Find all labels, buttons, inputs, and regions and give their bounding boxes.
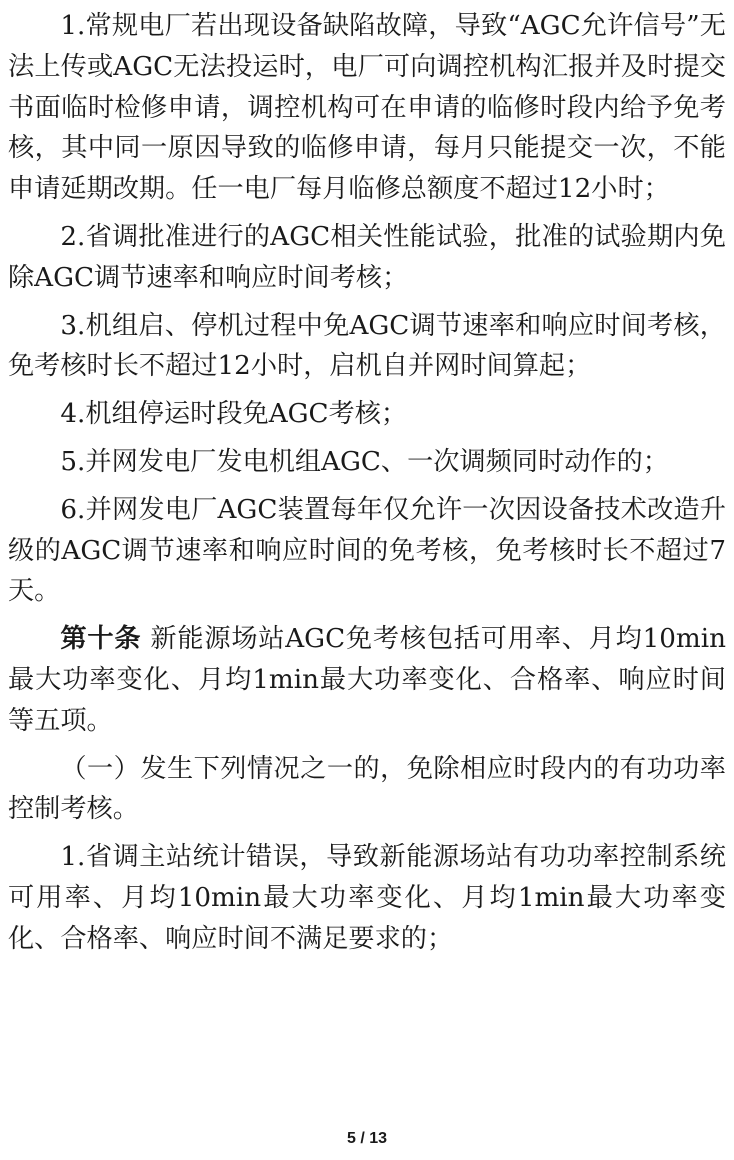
article-ten-text: 新能源场站AGC免考核包括可用率、月均10min最大功率变化、月均1min最大功率变化、合格率、响应时间等五项。 — [8, 624, 727, 736]
paragraph-item-4: 4.机组停运时段免AGC考核； — [60, 399, 408, 430]
article-ten-paragraph — [8, 619, 726, 741]
article-ten-heading: 第十条 — [60, 623, 142, 655]
paragraph-item-2: 2.省调批准进行的AGC相关性能试验，批准的试验期内免除AGC调节速率和响应时间考核； — [8, 221, 726, 293]
paragraph-item-6: 6.并网发电厂AGC装置每年仅允许一次因设备技术改造升级的AGC调节速率和响应时间的免考核，免考核时长不超过7天。 — [8, 494, 726, 607]
document-page — [8, 6, 726, 960]
paragraph-item-7: 1.省调主站统计错误，导致新能源场站有功功率控制系统可用率、月均10min最大功率变化、月均1min最大功率变化、合格率、响应时间不满足要求的； — [8, 842, 726, 954]
page-number: 5 / 13 — [346, 1130, 388, 1147]
paragraph-item-3: 3.机组启、停机过程中免AGC调节速率和响应时间考核，免考核时长不超过12小时，启机自并网时间算起； — [8, 310, 726, 382]
paragraph-item-1: 1.常规电厂若出现设备缺陷故障，导致“AGC允许信号”无法上传或AGC无法投运时，电厂可向调控机构汇报并及时提交书面临时检修申请，调控机构可在申请的临修时段内给予免考核，其中同一原因导致的临修申请，每月只能提交一次，不能申请延期改期。任一电厂每月临修总额度不超过12小时； — [8, 11, 726, 205]
subsection-one-paragraph: （一）发生下列情况之一的，免除相应时段内的有功功率控制考核。 — [8, 753, 726, 825]
paragraph-item-5: 5.并网发电厂发电机组AGC、一次调频同时动作的； — [60, 446, 669, 477]
